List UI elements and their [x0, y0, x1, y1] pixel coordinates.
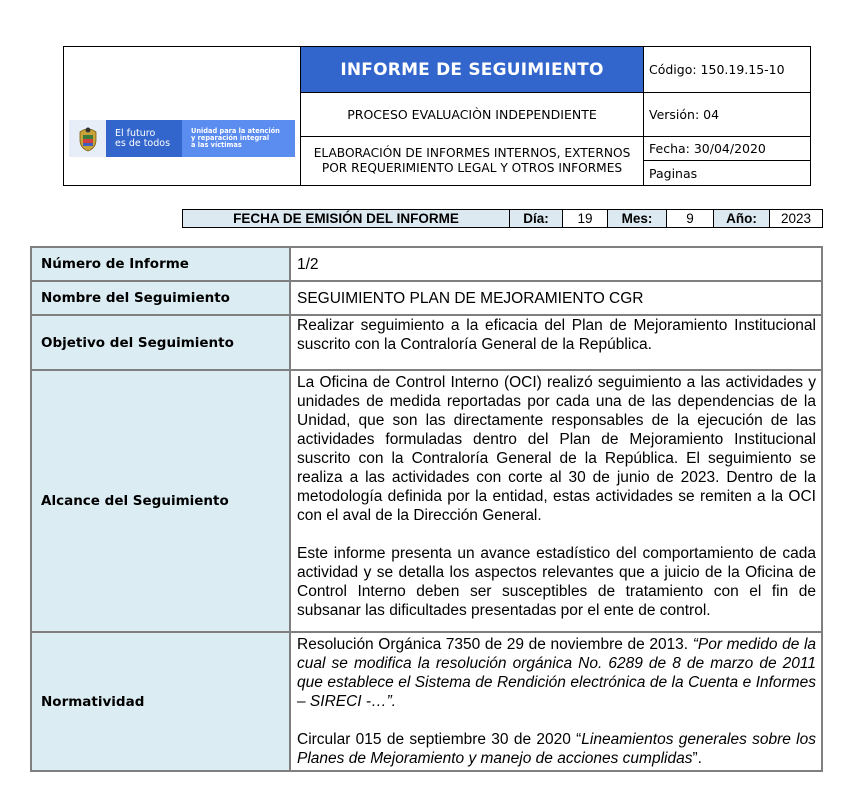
- entity-name: [182, 120, 295, 157]
- entity-line-1: Unidad para la atención: [191, 126, 280, 135]
- entity-logo: [69, 120, 295, 157]
- document-pages: Paginas: [649, 165, 698, 181]
- document-version: Versión: 04: [644, 93, 810, 137]
- document-header: [63, 46, 811, 186]
- normatividad-value: [290, 632, 822, 771]
- day-value: 19: [563, 210, 608, 227]
- report-info-table: [30, 246, 823, 772]
- entity-line-2: y reparación integral: [191, 133, 270, 142]
- process-name: PROCESO EVALUACIÒN INDEPENDIENTE: [301, 93, 644, 137]
- circular-quote: Lineamientos generales sobre los Planes de Mejoramiento y manejo de acciones cumplidas: [297, 731, 816, 767]
- table-row-nombre: [31, 281, 822, 315]
- emission-date-row: [182, 209, 823, 228]
- numero-label: Número de Informe: [31, 247, 290, 281]
- numero-value: 1/2: [290, 247, 822, 281]
- table-row-normatividad: [31, 632, 822, 771]
- normatividad-paragraph-1: [297, 635, 816, 711]
- table-row-numero: [31, 247, 822, 281]
- procedure-name: ELABORACIÓN DE INFORMES INTERNOS, EXTERNOS POR REQUERIMIENTO LEGAL Y OTROS INFORMES: [301, 137, 644, 185]
- resolution-quote: “Por medido de la cual se modifica la resolución orgánica No. 6289 de 8 de marzo de 2011 que establece el Sistema de Rendición electrónica de la Cuenta e Informes – SIRECI -…”.: [297, 636, 817, 710]
- month-value: 9: [667, 210, 714, 227]
- emission-date-label: FECHA DE EMISIÓN DEL INFORME: [183, 210, 510, 227]
- table-row-objetivo: [31, 315, 822, 370]
- alcance-paragraph-2: Este informe presenta un avance estadístico del comportamiento de cada actividad y se detalla los aspectos relevantes que a juicio de la Oficina de Control Interno deben ser susceptibles de tratamiento con el fin de subsanar las dificultades presentadas por el ente de control.: [297, 545, 816, 619]
- alcance-paragraph-1: La Oficina de Control Interno (OCI) realizó seguimiento a las actividades y unidades de medida reportadas por cada una de las dependencias de la Unidad, que son las directamente responsables de la ejecución de las actividades formuladas dentro del Plan de Mejoramiento Institucional suscrito con la Contraloría General de la República. El seguimiento se realiza a las actividades con corte al 30 de junio de 2023. Dentro de la metodología definida por la entidad, estas actividades se remiten a la OCI con el aval de la Dirección General.: [297, 374, 816, 524]
- resolution-reference: Resolución Orgánica 7350 de 29 de noviembre de 2013.: [297, 636, 693, 653]
- document-date: Fecha: 30/04/2020: [644, 137, 810, 161]
- day-label: Día:: [510, 210, 563, 227]
- circular-end: ”.: [692, 750, 702, 767]
- normatividad-label: Normatividad: [31, 632, 290, 771]
- entity-line-3: a las víctimas: [191, 141, 242, 150]
- alcance-label: Alcance del Seguimiento: [31, 370, 290, 632]
- table-row-alcance: [31, 370, 822, 632]
- slogan-line-1: El futuro: [115, 127, 156, 139]
- document-title: INFORME DE SEGUIMIENTO: [301, 47, 644, 93]
- colombia-coat-of-arms-icon: [69, 120, 106, 157]
- objetivo-label: Objetivo del Seguimiento: [31, 315, 290, 370]
- month-label: Mes:: [608, 210, 667, 227]
- nombre-label: Nombre del Seguimiento: [31, 281, 290, 315]
- year-value: 2023: [770, 210, 822, 227]
- nombre-value: SEGUIMIENTO PLAN DE MEJORAMIENTO CGR: [290, 281, 822, 315]
- alcance-value: [290, 370, 822, 632]
- circular-reference: Circular 015 de septiembre 30 de 2020 “: [297, 731, 582, 748]
- normatividad-paragraph-2: [297, 730, 816, 768]
- logo-cell: [64, 47, 301, 185]
- objetivo-value: Realizar seguimiento a la eficacia del Plan de Mejoramiento Institucional suscrito con la Contraloría General de la República.: [290, 315, 822, 370]
- slogan-line-2: es de todos: [115, 137, 171, 149]
- year-label: Año:: [714, 210, 770, 227]
- document-code: Código: 150.19.15-10: [644, 47, 810, 93]
- slogan: [106, 120, 182, 157]
